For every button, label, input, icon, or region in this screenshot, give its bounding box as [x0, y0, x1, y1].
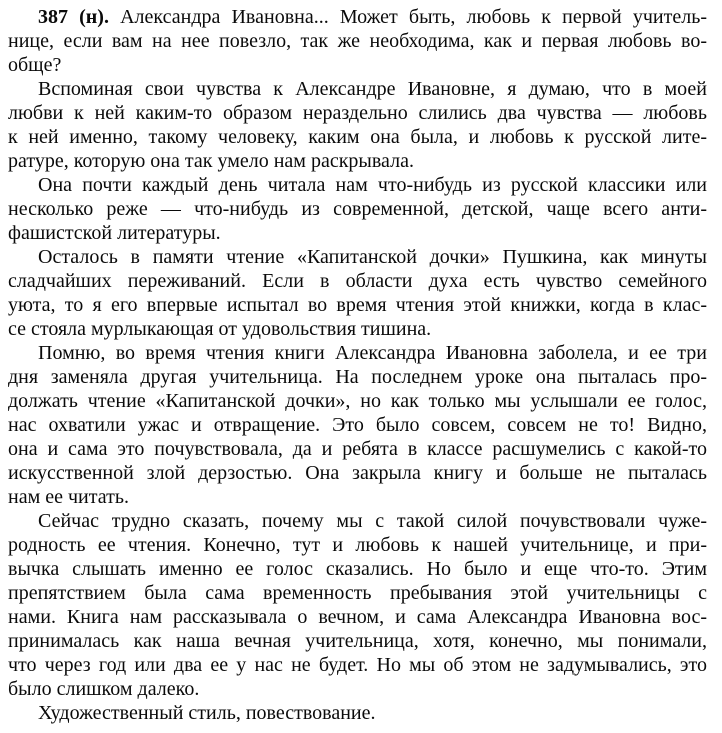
paragraph	[8, 701, 707, 725]
text-line: Сейчас трудно сказать, почему мы с такой силой почувствовали чуже-	[38, 510, 707, 532]
paragraph	[8, 77, 707, 173]
paragraph	[8, 173, 707, 245]
paragraph	[8, 509, 707, 701]
text-line: Она почти каждый день читала нам что-нибудь из русской классики или	[38, 174, 707, 196]
text-line: несколько реже — что-нибудь из современной, детской, чаще всего анти-	[8, 198, 707, 220]
text-line: Помню, во время чтения книги Александра Ивановна заболела, и ее три	[38, 342, 707, 364]
text-line: нам ее читать.	[8, 486, 129, 508]
text-line: было слишком далеко.	[8, 678, 200, 700]
exercise-number: 387 (н).	[38, 6, 109, 28]
text-line: она и сама это почувствовала, да и ребята в классе расшумелись с какой-то	[8, 438, 707, 460]
text-line: уюта, то я его впервые испытал во время чтения этой книжки, когда в клас-	[8, 294, 707, 316]
text-line: се стояла мурлыкающая от удовольствия тишина.	[8, 318, 432, 340]
paragraph	[8, 245, 707, 341]
text-line: ратуре, которую она так умело нам раскрывала.	[8, 150, 414, 172]
paragraph	[8, 5, 707, 77]
text-line: родность ее чтения. Конечно, тут и любовь к нашей учительнице, и при-	[8, 534, 707, 556]
text-line: обще?	[8, 54, 62, 76]
text-line: что через год или два ее у нас не будет. Но мы об этом не задумывались, это	[8, 654, 707, 676]
text-line: нас охватили ужас и отвращение. Это было совсем, совсем не то! Видно,	[8, 414, 707, 436]
text-line: фашистской литературы.	[8, 222, 221, 244]
text-line: к ней именно, такому человеку, каким она была, и любовь к русской лите-	[8, 126, 707, 148]
text-line: Вспоминая свои чувства к Александре Ивановне, я думаю, что в моей	[38, 78, 707, 100]
exercise-text-block	[8, 5, 707, 725]
text-line: нице, если вам на нее повезло, так же необходима, как и первая любовь во-	[8, 30, 707, 52]
text-line: принималась как наша вечная учительница, хотя, конечно, мы понимали,	[8, 630, 707, 652]
text-line: дня заменяла другая учительница. На последнем уроке она пыталась про-	[8, 366, 707, 388]
text-line: вычка слышать именно ее голос сказались. Но было и еще что-то. Этим	[8, 558, 707, 580]
text-line: Художественный стиль, повествование.	[38, 702, 376, 724]
text-line: должать чтение «Капитанской дочки», но как только мы услышали ее голос,	[8, 390, 707, 412]
text-line: искусственной злой дерзостью. Она закрыла книгу и больше не пыталась	[8, 462, 707, 484]
text-line: Осталось в памяти чтение «Капитанской дочки» Пушкина, как минуты	[38, 246, 707, 268]
text-line: препятствием была сама временность пребывания этой учительницы с	[8, 582, 707, 604]
text-line: 387 (н). Александра Ивановна... Может быть, любовь к первой учитель-	[38, 6, 707, 28]
paragraph	[8, 341, 707, 509]
text-line: любви к ней каким-то образом нераздельно слились два чувства — любовь	[8, 102, 707, 124]
text-line: сладчайших переживаний. Если в области духа есть чувство семейного	[8, 270, 707, 292]
text-line: нами. Книга нам рассказывала о вечном, и сама Александра Ивановна вос-	[8, 606, 707, 628]
